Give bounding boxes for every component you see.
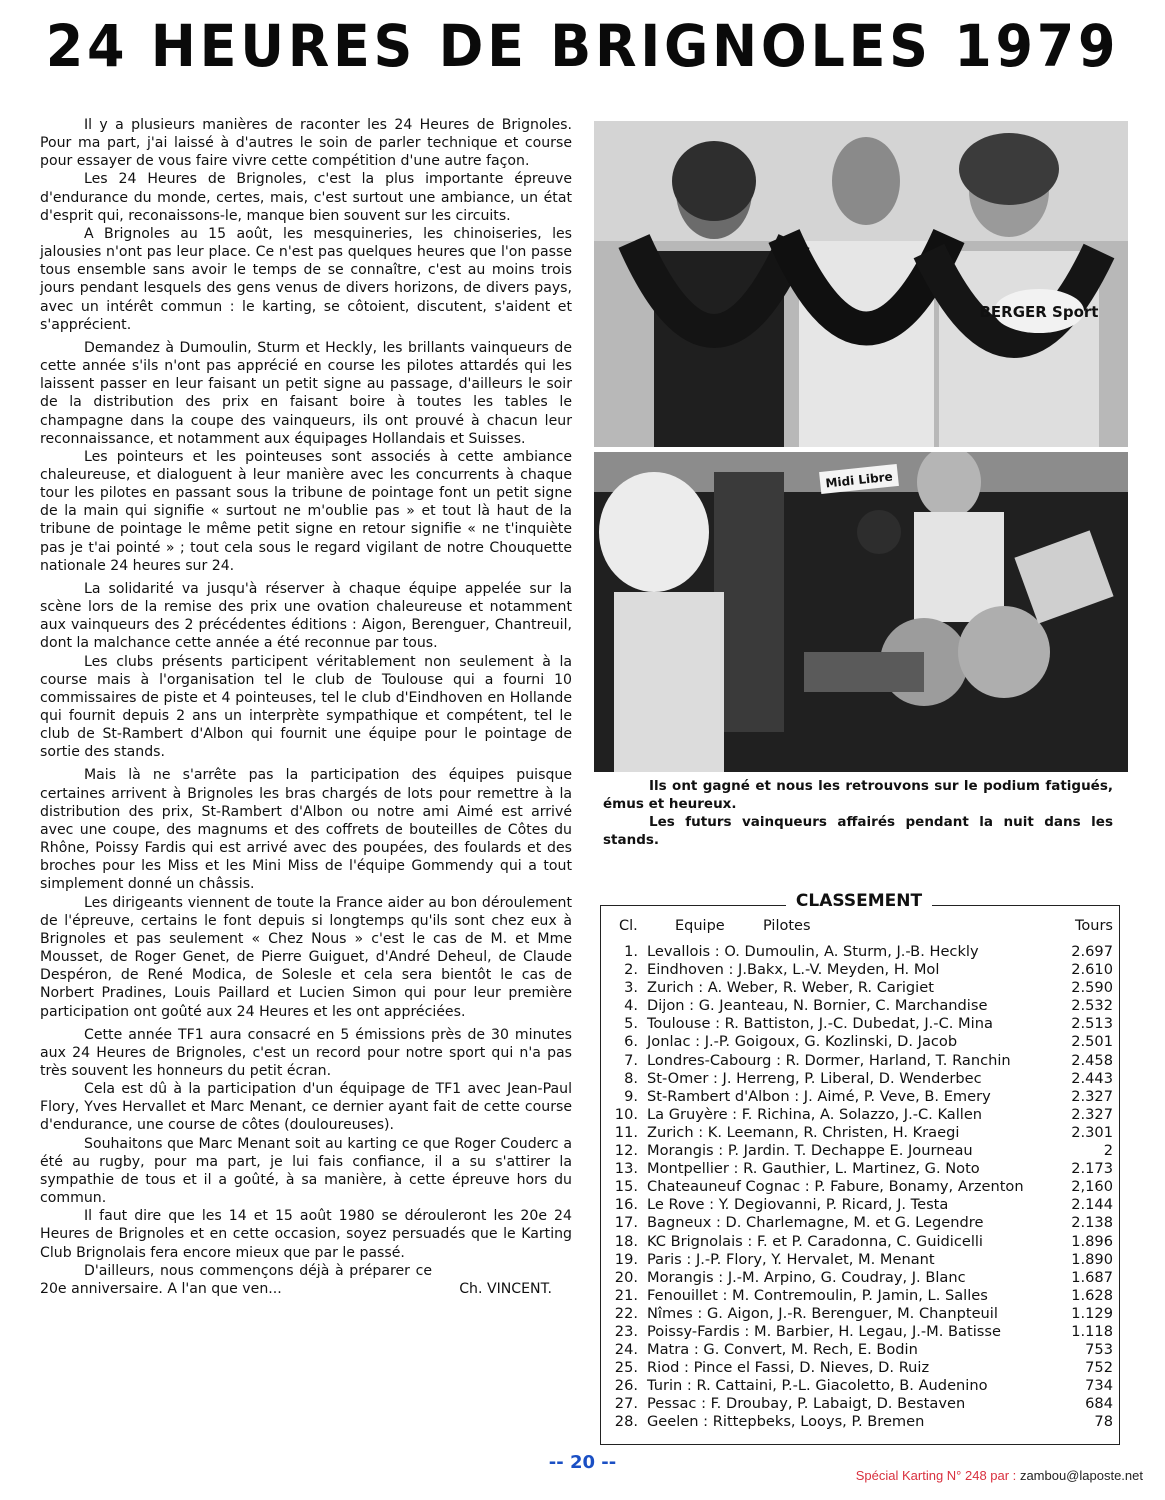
- article-paragraph: La solidarité va jusqu'à réserver à chaque équipe appelée sur la scène lors de la remise des prix une ovation chaleureuse et notamment aux vainqueurs des 2 précédentes éditions : Aigon, Berenguer, Chantreuil, dont la malchance cette année a été reconnue par tous.: [40, 580, 572, 652]
- stands-photo-illustration: [594, 452, 1128, 772]
- row-laps: 1.890: [1071, 1250, 1113, 1268]
- row-rank: 16.: [614, 1196, 638, 1214]
- table-row: [601, 1251, 1119, 1269]
- row-team-pilots: Montpellier : R. Gauthier, L. Martinez, G. Noto: [647, 1160, 980, 1178]
- caption-line: Ils ont gagné et nous les retrouvons sur le podium fatigués, émus et heureux.: [603, 778, 1113, 812]
- row-team-pilots: Chateauneuf Cognac : P. Fabure, Bonamy, Arzenton: [647, 1178, 1024, 1196]
- classement-table: [600, 905, 1120, 1445]
- table-row: [601, 943, 1119, 961]
- row-rank: 13.: [614, 1160, 638, 1178]
- table-row: [601, 1106, 1119, 1124]
- row-rank: 7.: [624, 1051, 638, 1069]
- banner-text: BERGER Sport: [979, 303, 1099, 321]
- table-row: [601, 1160, 1119, 1178]
- row-laps: 2: [1103, 1142, 1113, 1160]
- footer-label: Spécial Karting N° 248 par :: [855, 1468, 1017, 1483]
- page-number: -- 20 --: [548, 1452, 617, 1473]
- row-rank: 19.: [614, 1250, 638, 1268]
- table-row: [601, 979, 1119, 997]
- sign-text: Midi Libre: [824, 469, 894, 491]
- row-team-pilots: St-Rambert d'Albon : J. Aimé, P. Veve, B. Emery: [647, 1087, 991, 1105]
- article-paragraph: Souhaitons que Marc Menant soit au karting ce que Roger Couderc a été au rugby, pour ma part, je lui fais confiance, il a su s'attirer la sympathie de tous et il a goûté, à sa manière, à cette épreuve hors du commun.: [40, 1135, 572, 1207]
- header-team: Equipe: [675, 918, 725, 934]
- row-rank: 10.: [614, 1105, 638, 1123]
- row-rank: 15.: [614, 1178, 638, 1196]
- table-row: [601, 961, 1119, 979]
- row-rank: 6.: [624, 1033, 638, 1051]
- row-team-pilots: Zurich : K. Leemann, R. Christen, H. Kraegi: [647, 1123, 960, 1141]
- table-row: [601, 997, 1119, 1015]
- article-body: [40, 116, 572, 1298]
- row-rank: 20.: [614, 1268, 638, 1286]
- row-laps: 2.458: [1071, 1051, 1113, 1069]
- classement-title: CLASSEMENT: [786, 891, 932, 911]
- table-row: [601, 1269, 1119, 1287]
- row-rank: 22.: [614, 1304, 638, 1322]
- row-laps: 2.610: [1071, 961, 1113, 979]
- table-row: [601, 1395, 1119, 1413]
- article-paragraph: Mais là ne s'arrête pas la participation des équipes puisque certaines arrivent à Brignoles les bras chargés de lots pour remettre à la distribution des prix, St-Rambert d'Albon ou notre ami Aimé est arrivé avec une coupe, des magnums et des coffrets de bouteilles de Côtes du Rhône, Poissy Fardis qui est arrivé avec des poupées, des foulards et des broches pour les Miss et les Mini Miss de l'équipe Gommendy qui a tout simplement donné un châssis.: [40, 767, 572, 893]
- row-laps: 2.173: [1071, 1160, 1113, 1178]
- row-laps: 1.687: [1071, 1268, 1113, 1286]
- article-paragraph: Demandez à Dumoulin, Sturm et Heckly, les brillants vainqueurs de cette année s'ils n'ont pas apprécié en course les pilotes attardés qui les laissent passer en leur faisant un petit signe au passage, d'ailleurs le soir de la distribution des prix en faisant boire à toutes les tables le champagne dans la coupe des vainqueurs, ils ont prouvé à chacun leur reconnaissance, et notamment aux équipages Hollandais et Suisses.: [40, 339, 572, 447]
- row-team-pilots: Poissy-Fardis : M. Barbier, H. Legau, J.-M. Batisse: [647, 1322, 1001, 1340]
- stands-photo: [594, 452, 1128, 772]
- table-row: [601, 1305, 1119, 1323]
- row-team-pilots: St-Omer : J. Herreng, P. Liberal, D. Wenderbec: [647, 1069, 982, 1087]
- author-signature: Ch. VINCENT.: [459, 1280, 552, 1297]
- table-row: [601, 1178, 1119, 1196]
- row-rank: 28.: [614, 1413, 638, 1431]
- row-team-pilots: La Gruyère : F. Richina, A. Solazzo, J.-C. Kallen: [647, 1105, 983, 1123]
- table-row: [601, 1196, 1119, 1214]
- header-laps: Tours: [1075, 918, 1113, 934]
- table-body: [601, 943, 1119, 1432]
- row-team-pilots: Le Rove : Y. Degiovanni, P. Ricard, J. Testa: [647, 1196, 949, 1214]
- table-row: [601, 1214, 1119, 1232]
- podium-photo-illustration: [594, 121, 1128, 447]
- table-row: [601, 1323, 1119, 1341]
- row-rank: 5.: [624, 1015, 638, 1033]
- row-rank: 23.: [614, 1322, 638, 1340]
- article-paragraph: Il faut dire que les 14 et 15 août 1980 se dérouleront les 20e 24 Heures de Brignoles et en cette occasion, soyez persuadés que le Karting Club Brignolais fera encore mieux que par le passé.: [40, 1208, 572, 1261]
- row-rank: 8.: [624, 1069, 638, 1087]
- row-laps: 2.443: [1071, 1069, 1113, 1087]
- caption-line: Les futurs vainqueurs affairés pendant la nuit dans les stands.: [603, 814, 1113, 848]
- row-team-pilots: Pessac : F. Droubay, P. Labaigt, D. Bestaven: [647, 1395, 966, 1413]
- footer-email: zambou@laposte.net: [1019, 1468, 1143, 1483]
- row-rank: 12.: [614, 1142, 638, 1160]
- article-paragraph: Cette année TF1 aura consacré en 5 émissions près de 30 minutes aux 24 Heures de Brignoles, c'est un record pour notre sport qui n'a pas très souvent les honneurs du petit écran.: [40, 1026, 572, 1079]
- article-closing: [40, 1262, 572, 1298]
- row-laps: 2.697: [1071, 943, 1113, 960]
- row-laps: 752: [1085, 1359, 1113, 1377]
- row-rank: 1.: [624, 943, 638, 960]
- row-laps: 2.301: [1071, 1123, 1113, 1141]
- header-rank: Cl.: [619, 918, 638, 934]
- table-row: [601, 1052, 1119, 1070]
- row-team-pilots: KC Brignolais : F. et P. Caradonna, C. Guidicelli: [647, 1232, 983, 1250]
- row-laps: 753: [1085, 1341, 1113, 1359]
- article-paragraph: A Brignoles au 15 août, les mesquineries, les chinoiseries, les jalousies n'ont pas leur place. Ce n'est pas quelques heures que l'on passe tous ensemble sans avoir le temps de se connaître, c'est au moins trois jours pendant lesquels des gens venus de divers horizons, de divers pays, avec un intérêt commun : le karting, se côtoient, discutent, s'aident et s'apprécient.: [40, 225, 572, 333]
- row-laps: 2.138: [1071, 1214, 1113, 1232]
- table-row: [601, 1377, 1119, 1395]
- row-team-pilots: Dijon : G. Jeanteau, N. Bornier, C. Marchandise: [647, 997, 988, 1015]
- article-paragraph: Cela est dû à la participation d'un équipage de TF1 avec Jean-Paul Flory, Yves Hervallet et Marc Menant, ce dernier ayant fait de cette course d'endurance, une course de côtes (douloureuses).: [40, 1081, 572, 1134]
- row-team-pilots: Jonlac : J.-P. Goigoux, G. Kozlinski, D. Jacob: [647, 1033, 958, 1051]
- row-team-pilots: Turin : R. Cattaini, P.-L. Giacoletto, B. Audenino: [647, 1377, 988, 1395]
- row-team-pilots: Toulouse : R. Battiston, J.-C. Dubedat, J.-C. Mina: [647, 1015, 993, 1033]
- row-team-pilots: Riod : Pince el Fassi, D. Nieves, D. Ruiz: [647, 1359, 930, 1377]
- row-team-pilots: Eindhoven : J.Bakx, L.-V. Meyden, H. Mol: [647, 961, 940, 979]
- table-row: [601, 1359, 1119, 1377]
- photo-caption: [603, 777, 1113, 849]
- article-paragraph: Les clubs présents participent véritablement non seulement à la course mais à l'organisation tel le club de Toulouse qui a fourni 10 commissaires de piste et 4 pointeuses, tel le club d'Eindhoven en Hollande qui fournit depuis 2 ans un interprète sympathique et compétent, tel le club de St-Rambert d'Albon qui fournit une équipe pour le pointage de sortie des stands.: [40, 653, 572, 761]
- table-row: [601, 1033, 1119, 1051]
- row-team-pilots: Paris : J.-P. Flory, Y. Hervalet, M. Menant: [647, 1250, 935, 1268]
- row-laps: 2.590: [1071, 979, 1113, 997]
- row-laps: 2.327: [1071, 1087, 1113, 1105]
- row-rank: 17.: [614, 1214, 638, 1232]
- row-rank: 3.: [624, 979, 638, 997]
- row-rank: 2.: [624, 961, 638, 979]
- row-rank: 24.: [614, 1341, 638, 1359]
- header-pilots: Pilotes: [763, 918, 811, 934]
- article-paragraph: Les pointeurs et les pointeuses sont associés à cette ambiance chaleureuse, et dialoguent à leur manière avec les concurrents à chaque tour les pilotes en passant sous la tribune de pointage font un petit signe de la main qui signifie « surtout ne m'oublie pas » et tout là haut de la tribune de pointage le même petit signe en retour signifie « ne t'inquiète pas je t'ai pointé » ; tout cela sous le regard vigilant de notre Chouquette nationale 24 heures sur 24.: [40, 448, 572, 574]
- table-row: [601, 1341, 1119, 1359]
- row-team-pilots: Geelen : Rittepbeks, Looys, P. Bremen: [647, 1413, 925, 1431]
- table-row: [601, 1088, 1119, 1106]
- row-team-pilots: Morangis : P. Jardin. T. Dechappe E. Journeau: [647, 1142, 973, 1160]
- table-row: [601, 1233, 1119, 1251]
- row-laps: 78: [1094, 1413, 1113, 1431]
- table-row: [601, 1287, 1119, 1305]
- row-laps: 684: [1085, 1395, 1113, 1413]
- table-row: [601, 1413, 1119, 1431]
- row-rank: 27.: [614, 1395, 638, 1413]
- table-row: [601, 1142, 1119, 1160]
- table-row: [601, 1015, 1119, 1033]
- article-paragraph: Les 24 Heures de Brignoles, c'est la plus importante épreuve d'endurance du monde, certes, mais, c'est surtout une ambiance, un état d'esprit qui, reconaissons-le, manque bien souvent sur les circuits.: [40, 171, 572, 224]
- row-rank: 25.: [614, 1359, 638, 1377]
- row-rank: 18.: [614, 1232, 638, 1250]
- row-rank: 4.: [624, 997, 638, 1015]
- row-team-pilots: Nîmes : G. Aigon, J.-R. Berenguer, M. Chanpteuil: [647, 1304, 998, 1322]
- row-laps: 2.501: [1071, 1033, 1113, 1051]
- table-row: [601, 1070, 1119, 1088]
- row-team-pilots: Londres-Cabourg : R. Dormer, Harland, T. Ranchin: [647, 1051, 1011, 1069]
- row-laps: 1.628: [1071, 1286, 1113, 1304]
- row-laps: 2,160: [1071, 1178, 1113, 1196]
- row-team-pilots: Matra : G. Convert, M. Rech, E. Bodin: [647, 1341, 918, 1359]
- row-team-pilots: Morangis : J.-M. Arpino, G. Coudray, J. Blanc: [647, 1268, 966, 1286]
- row-rank: 11.: [614, 1123, 638, 1141]
- row-rank: 9.: [624, 1087, 638, 1105]
- row-team-pilots: Bagneux : D. Charlemagne, M. et G. Legendre: [647, 1214, 984, 1232]
- row-laps: 2.532: [1071, 997, 1113, 1015]
- row-team-pilots: Zurich : A. Weber, R. Weber, R. Carigiet: [647, 979, 934, 997]
- row-laps: 734: [1085, 1377, 1113, 1395]
- row-team-pilots: Fenouillet : M. Contremoulin, P. Jamin, L. Salles: [647, 1286, 988, 1304]
- podium-photo: [594, 121, 1128, 447]
- article-paragraph: Il y a plusieurs manières de raconter les 24 Heures de Brignoles. Pour ma part, j'ai laissé à d'autres le soin de parler technique et course pour essayer de vous faire vivre cette compétition d'une autre façon.: [40, 117, 572, 170]
- row-laps: 2.144: [1071, 1196, 1113, 1214]
- article-paragraph: D'ailleurs, nous commençons déjà à préparer ce 20e anniversaire. A l'an que ven...: [40, 1262, 432, 1297]
- table-row: [601, 1124, 1119, 1142]
- row-laps: 2.513: [1071, 1015, 1113, 1033]
- classement-title-wrap: [600, 891, 1118, 911]
- row-laps: 1.896: [1071, 1232, 1113, 1250]
- row-team-pilots: Levallois : O. Dumoulin, A. Sturm, J.-B. Heckly: [647, 943, 979, 960]
- row-laps: 2.327: [1071, 1105, 1113, 1123]
- row-laps: 1.118: [1071, 1322, 1113, 1340]
- row-laps: 1.129: [1071, 1304, 1113, 1322]
- footer-credit: [856, 1468, 1143, 1483]
- row-rank: 26.: [614, 1377, 638, 1395]
- row-rank: 21.: [614, 1286, 638, 1304]
- page-title: 24 HEURES DE BRIGNOLES 1979: [45, 12, 1120, 80]
- article-paragraph: Les dirigeants viennent de toute la France aider au bon déroulement de l'épreuve, certains le font depuis si longtemps qu'ils sont chez eux à Brignoles et pas seulement « Chez Nous » c'est le cas de M. et Mme Mousset, de Roger Genet, de Pierre Guiguet, d'André Deheul, de Claude Despéron, de René Modica, de Solesle et cela sera bientôt le cas de Norbert Pradines, Louis Paillard et Lucien Simon qui pour leur première participation ont goûté aux 24 Heures et les ont appréciées.: [40, 894, 572, 1020]
